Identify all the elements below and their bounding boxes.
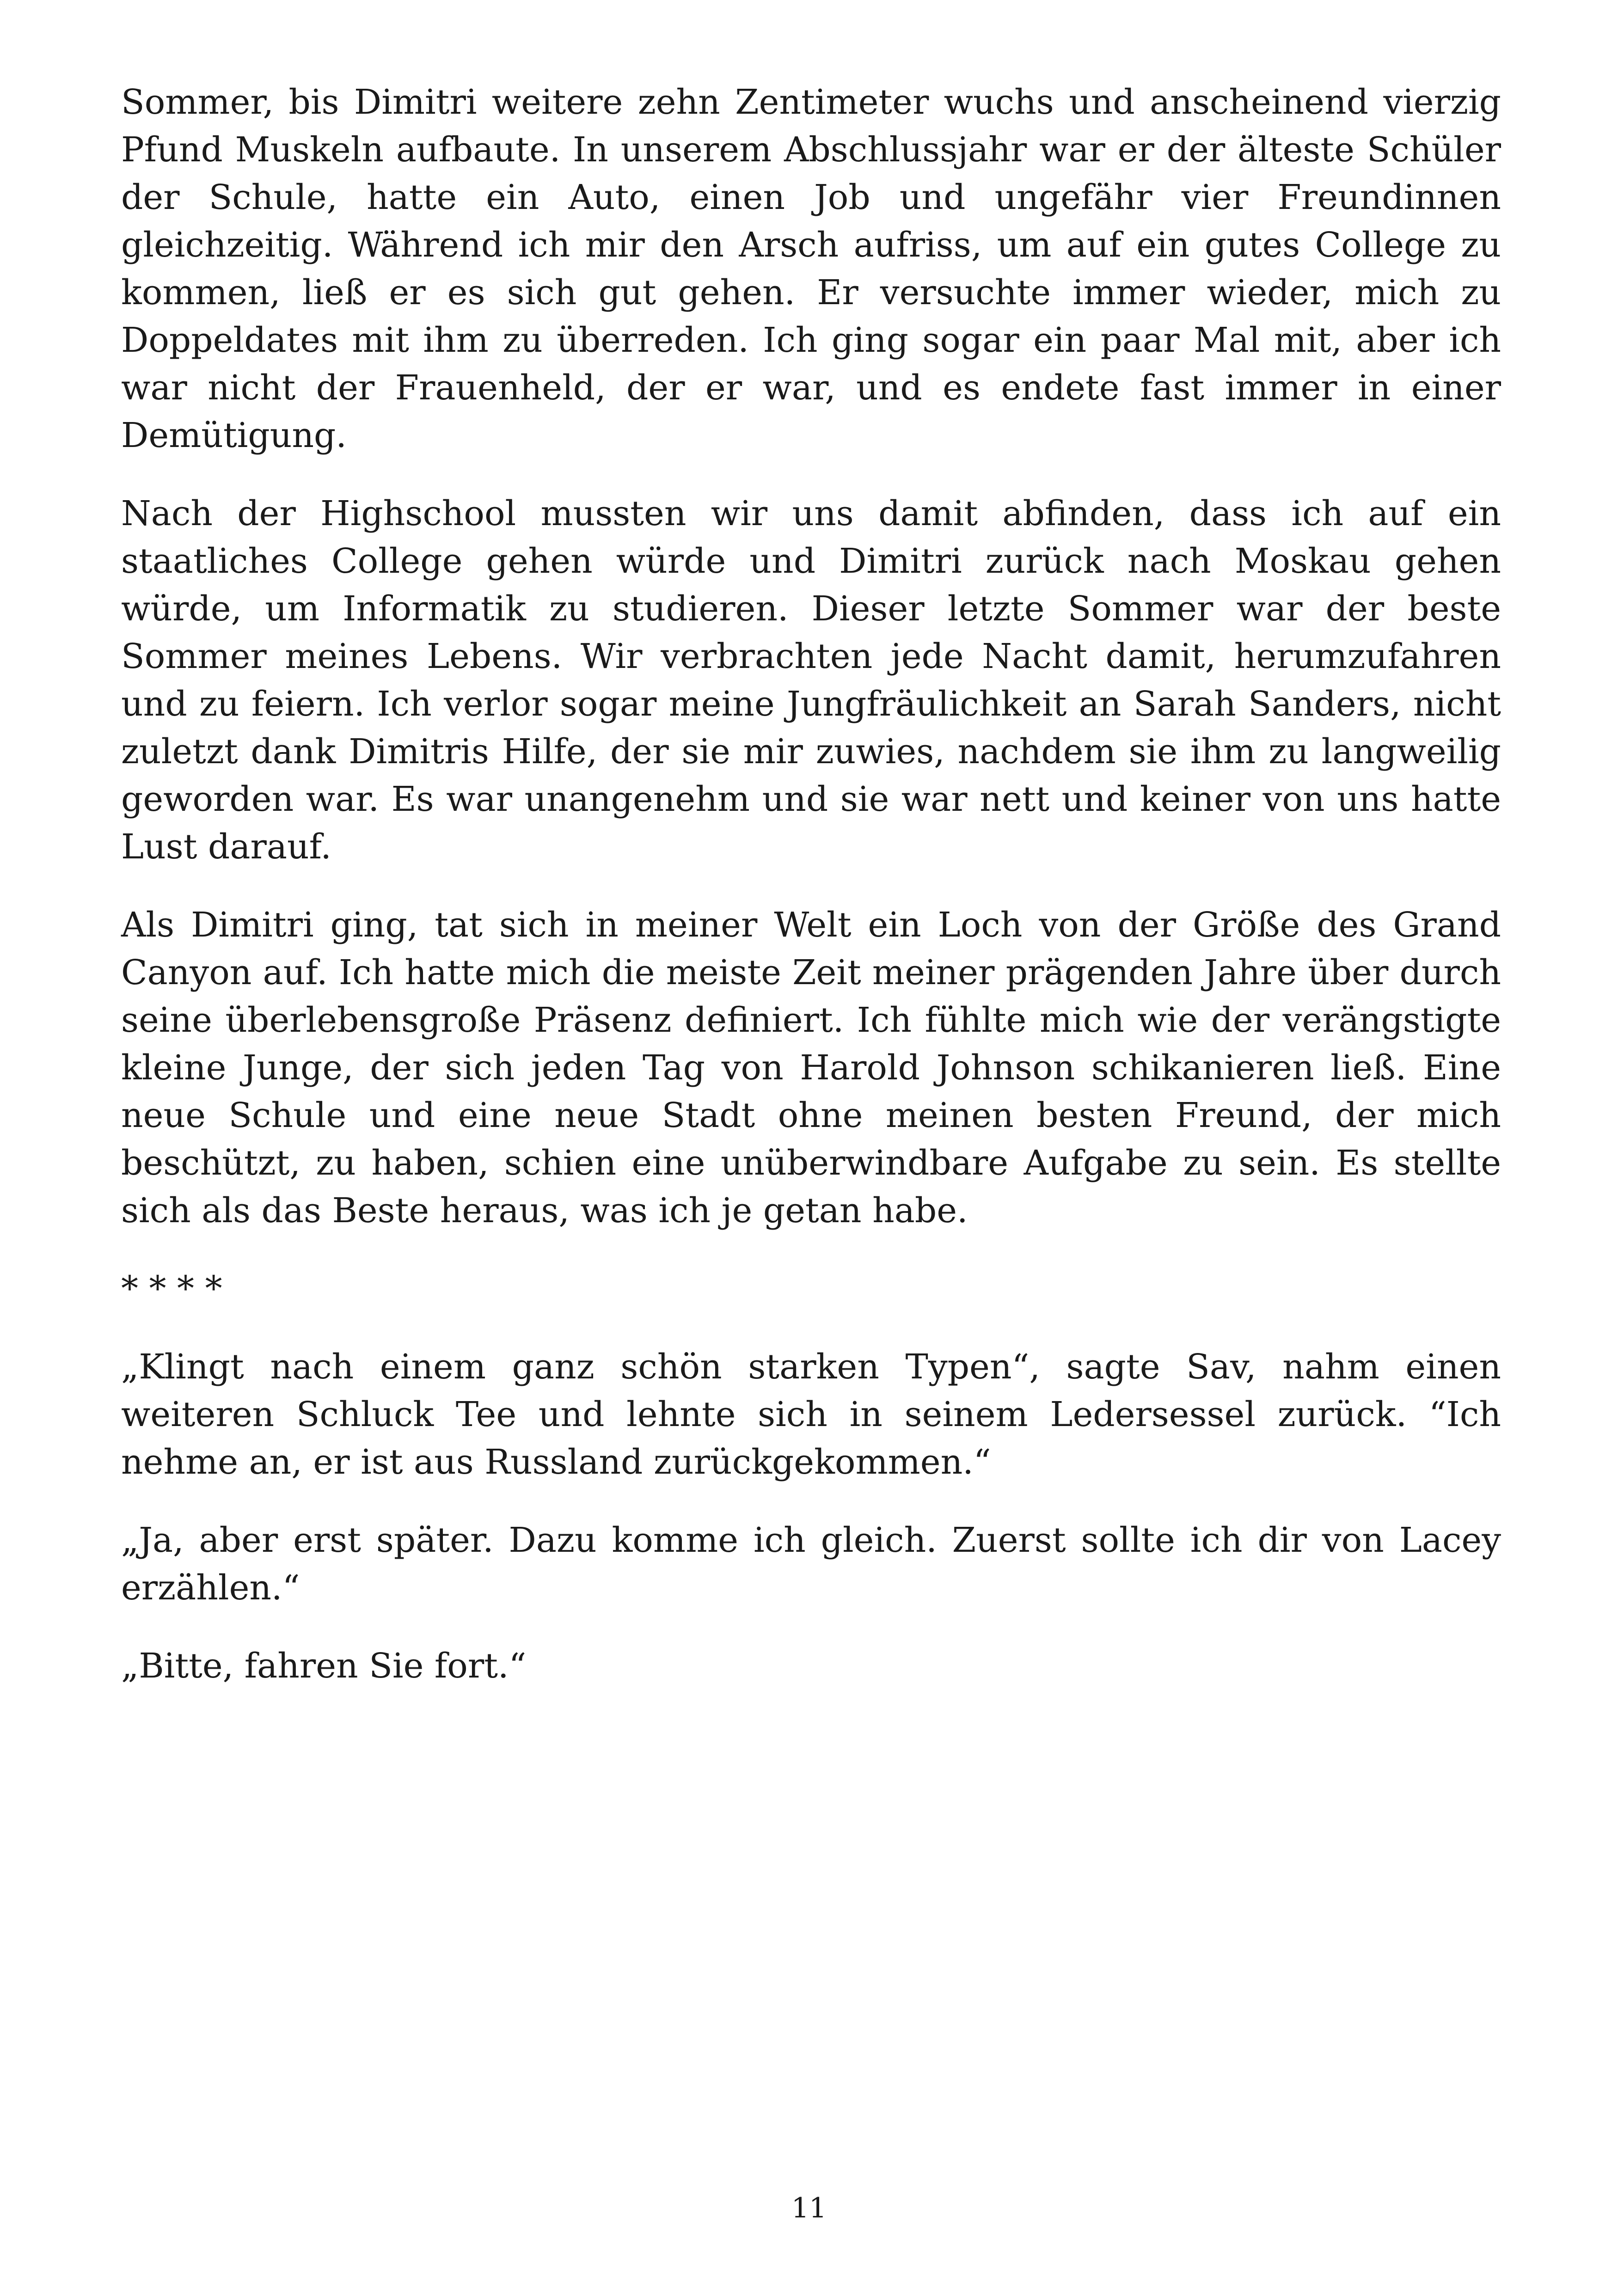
dialogue-paragraph: „Bitte, fahren Sie fort.“ — [121, 1646, 527, 1686]
paragraph: Als Dimitri ging, tat sich in meiner Welt ein Loch von der Größe des Grand Canyon auf. Ich hatte mich die meiste Zeit meiner prägenden Jahre über durch seine überlebensgroße Präsenz definiert. Ich fühlte mich wie der verängstigte kleine Junge, der sich jeden Tag von Harold Johnson schikanieren ließ. Eine neue Schule und eine neue Stadt ohne meinen besten Freund, der mich beschützt, zu haben, schien eine unüberwindbare Aufgabe zu sein. Es stellte sich als das Beste heraus, was ich je getan habe. — [121, 905, 1501, 1231]
paragraph: Nach der Highschool mussten wir uns damit abfinden, dass ich auf ein staatliches College gehen würde und Dimitri zurück nach Moskau gehen würde, um Informatik zu studieren. Dieser letzte Sommer war der beste Sommer meines Lebens. Wir verbrachten jede Nacht damit, herumzufahren und zu feiern. Ich verlor sogar meine Jungfräulichkeit an Sarah Sanders, nicht zuletzt dank Dimitris Hilfe, der sie mir zuwies, nachdem sie ihm zu langweilig geworden war. Es war unangenehm und sie war nett und keiner von uns hatte Lust darauf. — [121, 494, 1501, 867]
body-text — [121, 79, 1501, 1720]
dialogue-paragraph: „Ja, aber erst später. Dazu komme ich gleich. Zuerst sollte ich dir von Lacey erzählen.“ — [121, 1520, 1501, 1608]
paragraph: Sommer, bis Dimitri weitere zehn Zentimeter wuchs und anscheinend vierzig Pfund Muskeln aufbaute. In unserem Abschlussjahr war er der älteste Schüler der Schule, hatte ein Auto, einen Job und ungefähr vier Freundinnen gleichzeitig. Während ich mir den Arsch aufriss, um auf ein gutes College zu kommen, ließ er es sich gut gehen. Er versuchte immer wieder, mich zu Doppeldates mit ihm zu überreden. Ich ging sogar ein paar Mal mit, aber ich war nicht der Frauenheld, der er war, und es endete fast immer in einer Demütigung. — [121, 82, 1501, 455]
page-number: 11 — [791, 2192, 827, 2224]
section-separator: * * * * — [121, 1269, 222, 1309]
dialogue-paragraph: „Klingt nach einem ganz schön starken Typen“, sagte Sav, nahm einen weiteren Schluck Tee und lehnte sich in seinem Ledersessel zurück. “Ich nehme an, er ist aus Russland zurückgekommen.“ — [121, 1347, 1501, 1482]
